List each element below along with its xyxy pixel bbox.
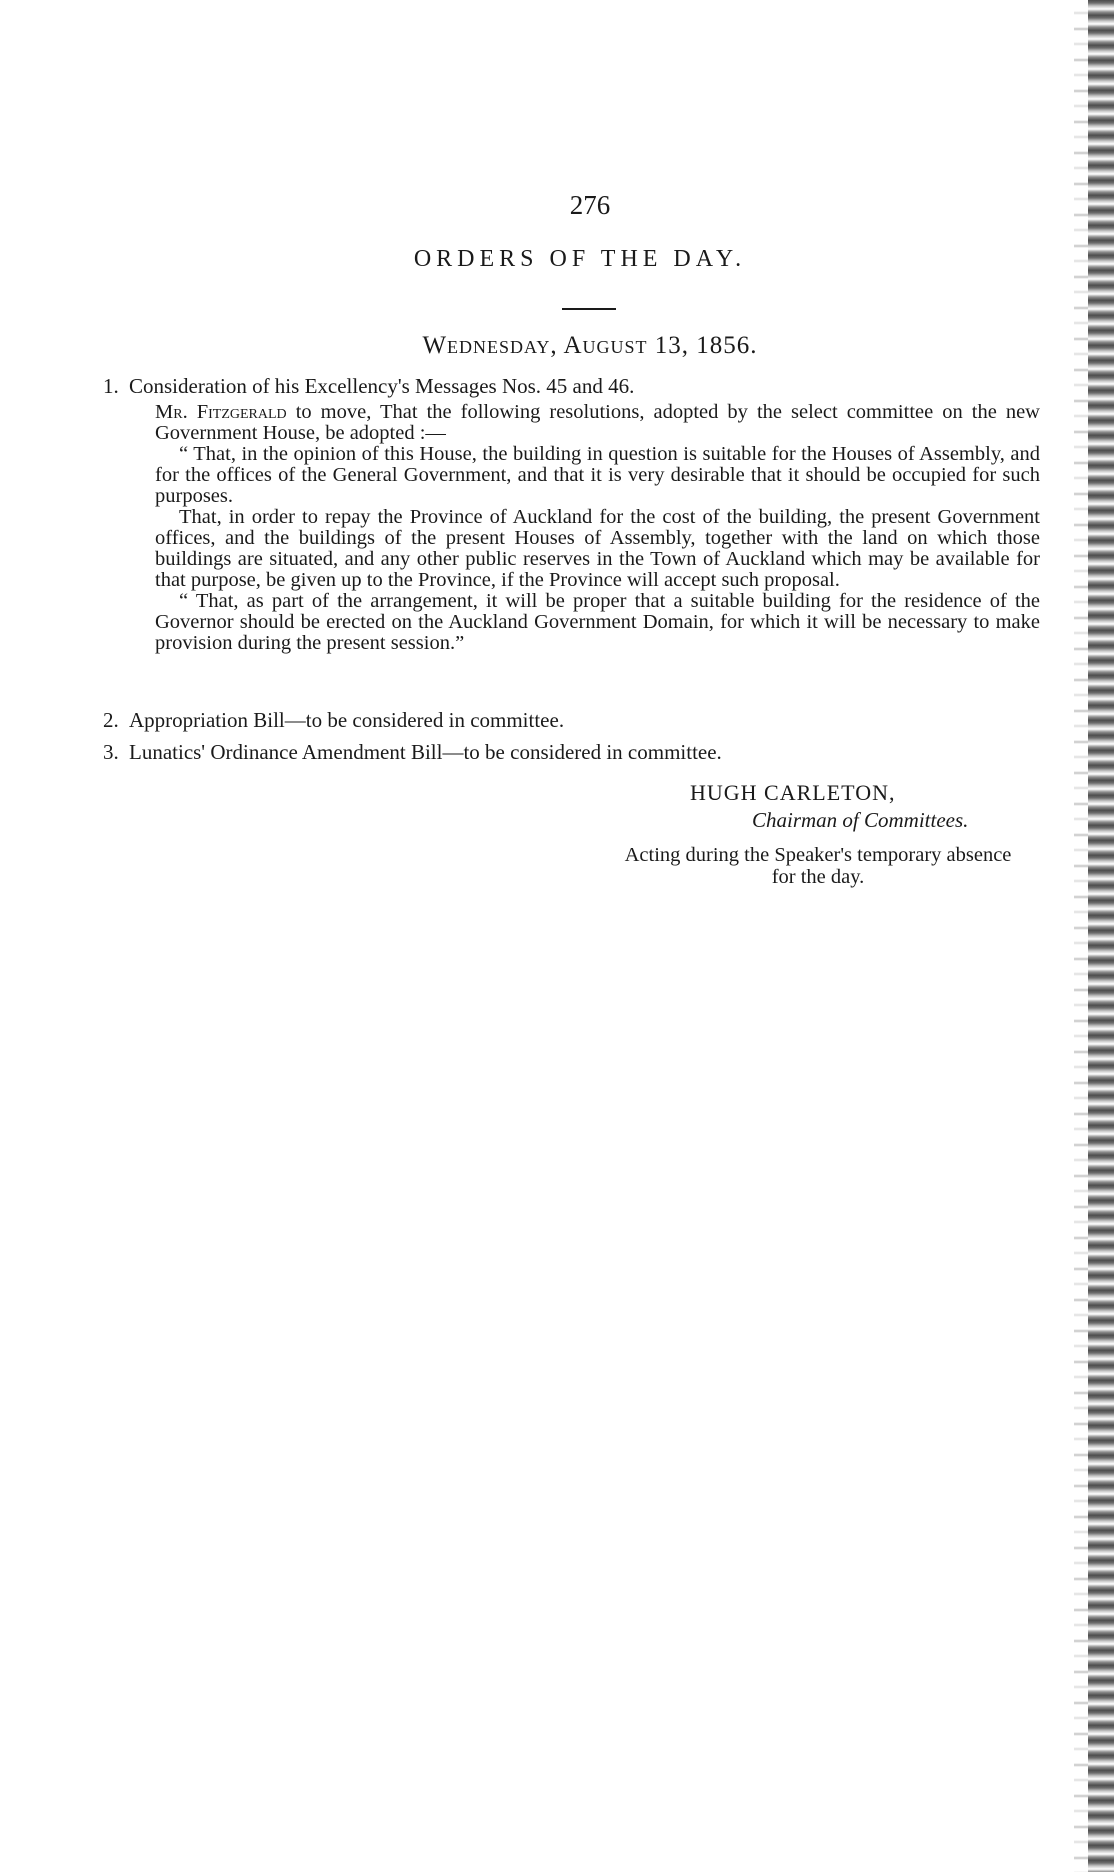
acting-line-2: for the day. <box>771 866 865 888</box>
order-item-2 <box>103 708 564 733</box>
resolution-1: “ That, in the opinion of this House, the building in question is suitable for the Houses of Assembly, and for the offices of the General Government, and that it is very desirable that it should be occupied for such purposes. <box>155 443 1040 507</box>
order-item-1 <box>103 374 634 399</box>
order-item-3 <box>103 740 722 765</box>
signatory-name: HUGH CARLETON, <box>690 780 896 805</box>
scan-edge-binding <box>1088 0 1114 1872</box>
order-item-number: 1. <box>103 374 119 398</box>
page-heading: ORDERS OF THE DAY. <box>413 246 747 272</box>
acting-line-1: Acting during the Speaker's temporary absence <box>624 844 1012 866</box>
order-item-text: Appropriation Bill—to be considered in committee. <box>129 708 565 732</box>
motion-mover: Mr. Fitzgerald <box>155 401 287 423</box>
resolution-2: That, in order to repay the Province of Auckland for the cost of the building, the present Government offices, and the buildings of the present Houses of Assembly, together with the land on which those buildings are situated, and any other public reserves in the Town of Auckland which may be available for that purpose, be given up to the Province, if the Province will accept such proposal. <box>155 506 1040 591</box>
motion-intro: to move, That the following resolutions, adopted by the select committee on the new Government House, be adopted :— <box>155 401 1040 444</box>
signatory-title: Chairman of Committees. <box>752 808 969 832</box>
signatory-acting-note <box>592 844 1044 888</box>
order-item-text: Consideration of his Excellency's Messages Nos. 45 and 46. <box>129 374 635 398</box>
order-date: Wednesday, August 13, 1856. <box>422 332 758 359</box>
order-item-number: 2. <box>103 708 119 732</box>
heading-rule <box>562 308 616 310</box>
page-number: 276 <box>569 190 611 220</box>
scan-edge-shadow <box>1074 0 1088 1872</box>
resolution-3: “ That, as part of the arrangement, it will be proper that a suitable building for the residence of the Governor should be erected on the Auckland Government Domain, for which it will be necessary to make provision during the present session.” <box>155 590 1040 654</box>
order-item-number: 3. <box>103 740 119 764</box>
motion-block <box>155 402 1040 654</box>
order-item-text: Lunatics' Ordinance Amendment Bill—to be considered in committee. <box>129 740 722 764</box>
motion-intro-paragraph <box>155 402 1040 444</box>
